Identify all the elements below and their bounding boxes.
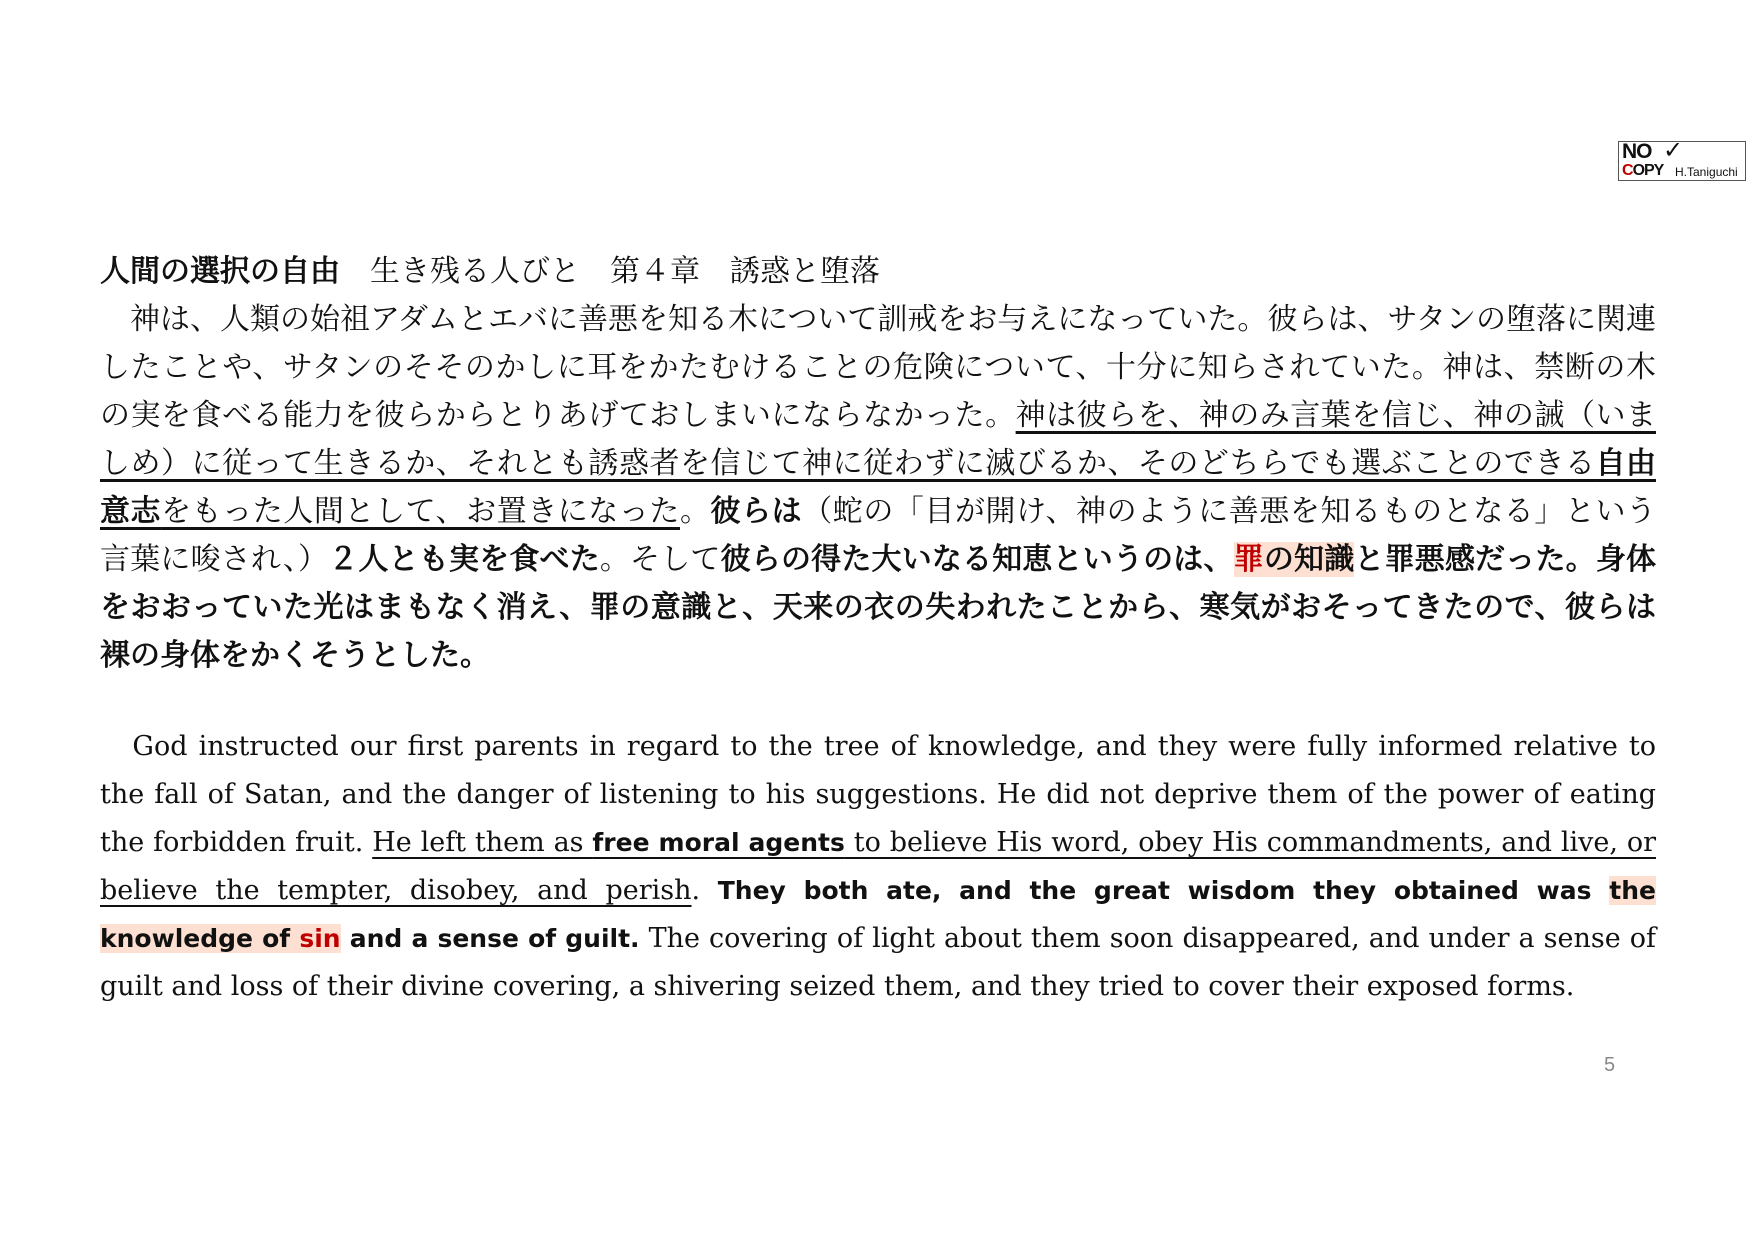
english-paragraph [100, 723, 1656, 1011]
badge-no-text: NO [1622, 140, 1652, 163]
en-underlined-2: to believe His word, obey His commandments, and live, or believe the tempter, disobey, and perish [100, 827, 1656, 906]
checkmark-icon: ✓ [1663, 137, 1684, 164]
ja-bold-4: と罪悪感だった。身体をおおっていた光はまもなく消え、罪の意識と、天来の衣の失われたことから、寒気がおそってきたので、彼らは裸の身体をかくそうとした。 [100, 542, 1657, 673]
badge-author-name: H.Taniguchi [1675, 165, 1738, 179]
ja-text-2: 。 [679, 494, 711, 529]
ja-highlight-sin: 罪 [1233, 542, 1264, 577]
en-highlight-knowledge: the knowledge of [100, 876, 1656, 953]
page-number: 5 [1604, 1054, 1616, 1076]
japanese-text-block [100, 248, 1656, 680]
ja-bold-1: 彼らは [710, 494, 803, 529]
ja-highlight-knowledge: の知識 [1263, 542, 1355, 577]
en-highlight-sin: sin [299, 924, 341, 953]
japanese-paragraph [100, 296, 1656, 680]
ja-free-will-term: 自由意志 [100, 446, 1656, 529]
ja-bold-2: ２人とも実を食べた [328, 542, 600, 577]
ja-bold-3: 彼らの得た大いなる知恵というのは、 [720, 542, 1234, 577]
japanese-heading-source: 生き残る人びと 第４章 誘惑と堕落 [340, 254, 880, 289]
en-underlined-1: He left them as [372, 827, 593, 858]
japanese-heading [100, 248, 1656, 296]
ja-underlined-1: 神は彼らを、神のみ言葉を信じ、神の誡（いましめ）に従って生きるか、それとも誘惑者を信じて神に従わずに滅びるか、そのどちらでも選ぶことのできる [100, 398, 1657, 481]
en-text-3: The covering of light about them soon disappeared, and under a sense of guilt and loss of their divine covering, a shivering seized them, and they tried to cover their exposed forms. [100, 923, 1656, 1002]
en-bold-1: They both ate, and the great wisdom they obtained was [717, 876, 1610, 905]
badge-copy-text: COPY [1622, 162, 1664, 179]
ja-underlined-2: をもった人間として、お置きになった [161, 494, 680, 529]
en-free-moral-agents: free moral agents [592, 828, 845, 857]
ja-text-3: （蛇の「目が開け、神のように善悪を知るものとなる」という言葉に唆され、） [100, 494, 1657, 577]
en-text-2: . [691, 875, 718, 906]
no-copy-badge [1618, 137, 1746, 181]
en-bold-2: and a sense of guilt. [340, 924, 640, 953]
japanese-heading-bold: 人間の選択の自由 [100, 254, 340, 289]
english-text-block [100, 723, 1656, 1011]
ja-text-4: 。そして [599, 542, 721, 577]
ja-text-1: 神は、人類の始祖アダムとエバに善悪を知る木について訓戒をお与えになっていた。彼らは、サタンの堕落に関連したことや、サタンのそそのかしに耳をかたむけることの危険について、十分に知らされていた。神は、禁断の木の実を食べる能力を彼らからとりあげておしまいにならなかった。 [100, 302, 1656, 433]
en-text-1: God instructed our first parents in regard to the tree of knowledge, and they were fully informed relative to the fall of Satan, and the danger of listening to his suggestions. He did not deprive them of the power of eating the forbidden fruit. [100, 731, 1656, 858]
